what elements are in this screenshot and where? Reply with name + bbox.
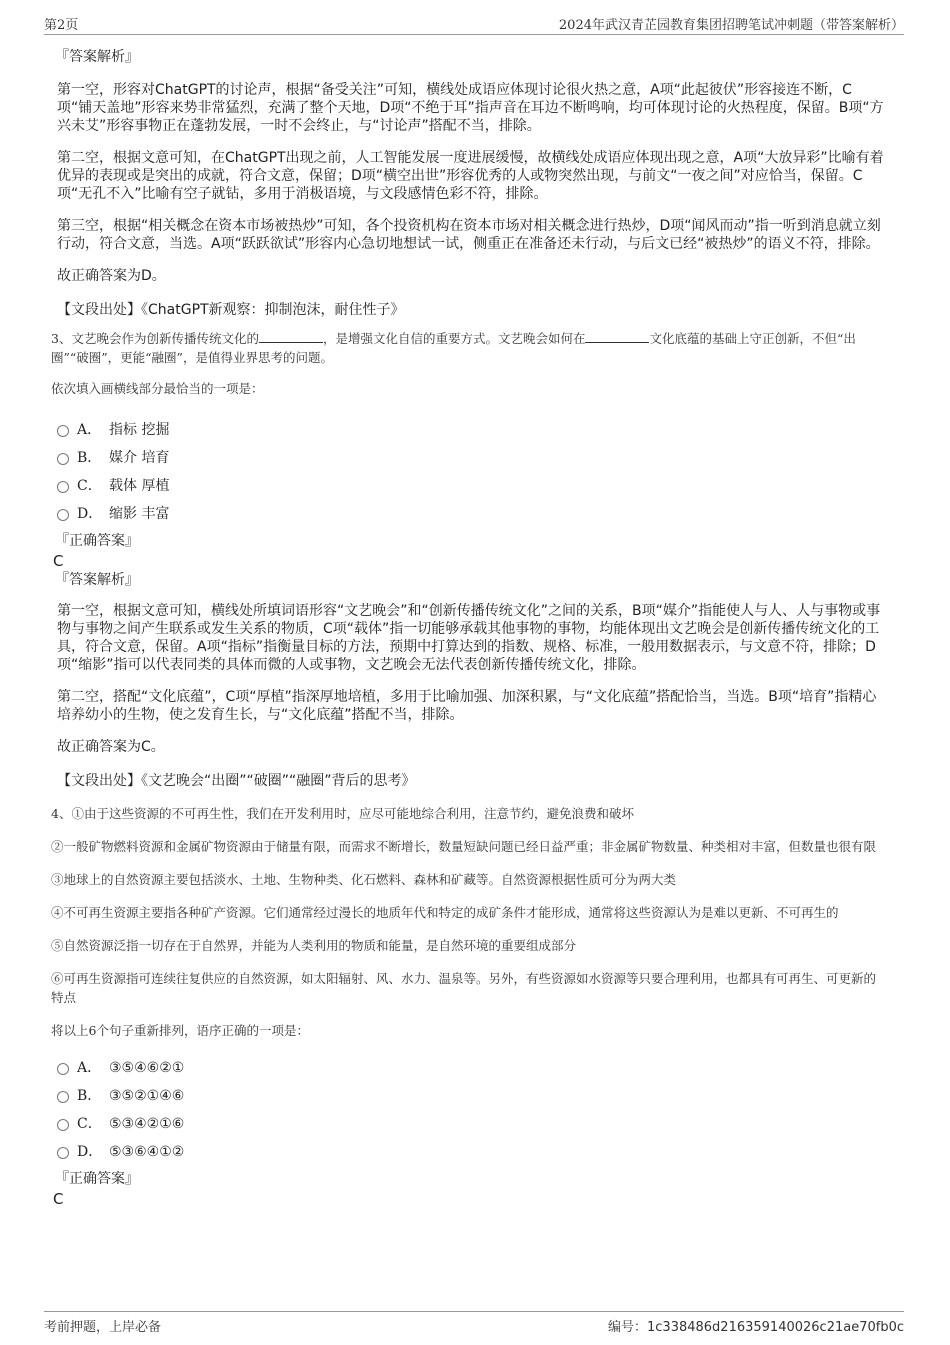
document-body: [51, 48, 887, 1209]
q2-source: 【文段出处】《ChatGPT新观察：抑制泡沫，耐住性子》: [57, 302, 405, 318]
q3-analysis-label: 『答案解析』: [55, 572, 139, 588]
q4-option-c[interactable]: C． ⑤③④②①⑥: [17, 1110, 887, 1138]
q3-answer-label: 『正确答案』: [55, 533, 139, 549]
page-footer: [44, 1311, 904, 1336]
q3-stem-part3: 文化底蕴的基础上守正创新，不但“出圈”“破圈”，更能“融圈”，是值得业界思考的问题。: [51, 331, 856, 365]
radio-icon[interactable]: [57, 453, 69, 465]
q3-option-a[interactable]: A． 指标 挖掘: [17, 416, 887, 444]
q3-source: 【文段出处】《文艺晚会“出圈”“破圈”“融圈”背后的思考》: [57, 773, 416, 789]
q3-options: [17, 416, 887, 528]
q4-prompt: 将以上6个句子重新排列，语序正确的一项是：: [51, 1023, 309, 1038]
q3-stem-part1: 3、文艺晚会作为创新传播传统文化的: [51, 331, 259, 346]
q4-sentence-3: ③地球上的自然资源主要包括淡水、土地、生物种类、化石燃料、森林和矿藏等。自然资源根据性质可分为两大类: [51, 872, 677, 887]
page-header: [44, 12, 904, 35]
q4-option-d[interactable]: D． ⑤③⑥④①②: [17, 1138, 887, 1166]
radio-icon[interactable]: [57, 425, 69, 437]
q4-sentence-6: ⑥可再生资源指可连续往复供应的自然资源，如太阳辐射、风、水力、温泉等。另外，有些资源如水资源等只要合理利用，也都具有可再生、可更新的特点: [51, 971, 877, 1005]
q4-answer: C: [53, 1190, 64, 1208]
q4-option-a[interactable]: A． ③⑤④⑥②①: [17, 1054, 887, 1082]
q3-analysis-p1: 第一空，根据文意可知，横线处所填词语形容“文艺晚会”和“创新传播传统文化”之间的关系，B项“媒介”指能使人与人、人与事物或事物与事物之间产生联系或发生关系的物质，C项“载体”指一切能够承载其他事物的事物，均能体现出文艺晚会是创新传播传统文化的工具，符合文意，保留。A项“指标”指衡量目标的方法，预期中打算达到的指数、规格、标准，一般用数据表示，与文意不符，排除；D项“缩影”指可以代表同类的具体而微的人或事物，文艺晚会无法代表创新传播传统文化，排除。: [57, 603, 881, 673]
q2-analysis-p1: 第一空，形容对ChatGPT的讨论声，根据“备受关注”可知，横线处成语应体现讨论很火热之意，A项“此起彼伏”形容接连不断，C项“铺天盖地”形容来势非常猛烈，充满了整个天地，D项“不绝于耳”指声音在耳边不断鸣响，均可体现讨论的火热程度，保留。B项“方兴未艾”形容事物正在蓬勃发展，一时不会终止，与“讨论声”搭配不当，排除。: [57, 82, 884, 134]
q4-sentence-1: 4、①由于这些资源的不可再生性，我们在开发利用时，应尽可能地综合利用，注意节约，避免浪费和破坏: [51, 806, 634, 821]
q3-option-b[interactable]: B． 媒介 培育: [17, 444, 887, 472]
q3-stem: [51, 329, 887, 367]
q4-option-b[interactable]: B． ③⑤②①④⑥: [17, 1082, 887, 1110]
footer-slogan: 考前押题，上岸必备: [44, 1320, 162, 1335]
q2-analysis-p2: 第二空，根据文意可知，在ChatGPT出现之前，人工智能发展一度进展缓慢，故横线处成语应体现出现之意，A项“大放异彩”比喻有着优异的表现或是突出的成就，符合文意，保留；D项“横空出世”形容优秀的人或物突然出现，与前文“一夜之间”对应恰当，保留。C项“无孔不入”比喻有空子就钻，多用于消极语境，与文段感情色彩不符，排除。: [57, 150, 884, 202]
q4-options: [17, 1054, 887, 1166]
q3-blank-1: [259, 330, 323, 343]
radio-icon[interactable]: [57, 481, 69, 493]
q2-conclusion: 故正确答案为D。: [57, 268, 166, 284]
q2-analysis-label: 『答案解析』: [55, 49, 139, 65]
page-number: 第2页: [44, 18, 79, 33]
radio-icon[interactable]: [57, 1147, 69, 1159]
q4-answer-label: 『正确答案』: [55, 1171, 139, 1187]
q4-sentence-4: ④不可再生资源主要指各种矿产资源。它们通常经过漫长的地质年代和特定的成矿条件才能形成，通常将这些资源认为是难以更新、不可再生的: [51, 905, 839, 920]
document-id: 编号：1c338486d216359140026c21ae70fb0c: [608, 1320, 904, 1335]
radio-icon[interactable]: [57, 509, 69, 521]
q3-option-d[interactable]: D． 缩影 丰富: [17, 500, 887, 528]
q4-sentence-5: ⑤自然资源泛指一切存在于自然界，并能为人类利用的物质和能量，是自然环境的重要组成部分: [51, 938, 577, 953]
q3-answer: C: [53, 552, 64, 570]
radio-icon[interactable]: [57, 1063, 69, 1075]
q3-blank-2: [585, 330, 649, 343]
radio-icon[interactable]: [57, 1091, 69, 1103]
q3-conclusion: 故正确答案为C。: [57, 739, 165, 755]
q3-analysis-p2: 第二空，搭配“文化底蕴”，C项“厚植”指深厚地培植，多用于比喻加强、加深积累，与“文化底蕴”搭配恰当，当选。B项“培育”指精心培养幼小的生物，使之发育生长，与“文化底蕴”搭配不当，排除。: [57, 689, 877, 723]
q4-sentence-2: ②一般矿物燃料资源和金属矿物资源由于储量有限，而需求不断增长，数量短缺问题已经日益严重；非金属矿物数量、种类相对丰富，但数量也很有限: [51, 839, 877, 854]
q3-prompt: 依次填入画横线部分最恰当的一项是：: [51, 381, 264, 396]
q3-stem-part2: ，是增强文化自信的重要方式。文艺晚会如何在: [322, 331, 586, 346]
q2-analysis-p3: 第三空，根据“相关概念在资本市场被热炒”可知，各个投资机构在资本市场对相关概念进行热炒，D项“闻风而动”指一听到消息就立刻行动，符合文意，当选。A项“跃跃欲试”形容内心急切地想试一试，侧重正在准备还未行动，与后文已经“被热炒”的语义不符，排除。: [57, 218, 881, 252]
document-title: 2024年武汉青芷园教育集团招聘笔试冲刺题（带答案解析）: [558, 18, 904, 33]
radio-icon[interactable]: [57, 1119, 69, 1131]
q3-option-c[interactable]: C． 载体 厚植: [17, 472, 887, 500]
